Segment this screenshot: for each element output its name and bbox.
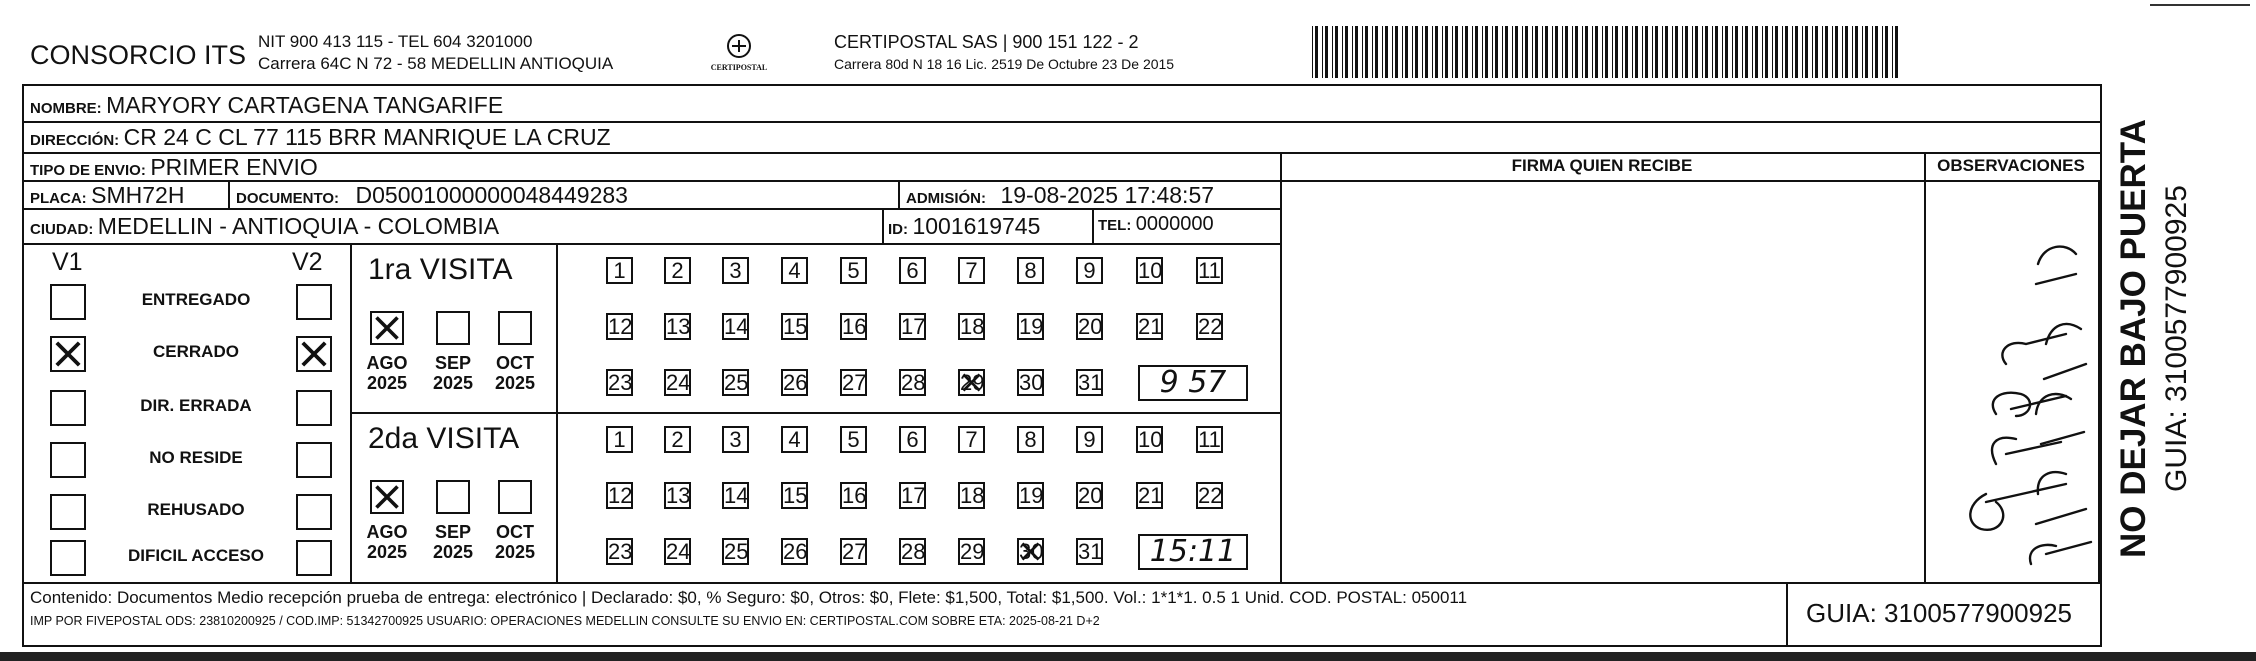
day-box[interactable]: 13: [666, 483, 691, 508]
month-year: 2025: [366, 542, 408, 562]
company-address: Carrera 64C N 72 - 58 MEDELLIN ANTIOQUIA: [258, 54, 614, 73]
status-v2-checkbox[interactable]: [296, 390, 332, 426]
id-value: 1001619745: [912, 213, 1041, 239]
footer-print-info: IMP POR FIVEPOSTAL ODS: 23810200925 / COD.IMP: 51342700925 USUARIO: OPERACIONES MEDELLIN CONSULTE SU ENVIO EN: CERTIPOSTAL.COM SOBRE ETA: 2025-08-21 D+2: [30, 614, 1100, 628]
month-name: SEP: [434, 353, 472, 373]
day-box[interactable]: 5: [840, 257, 867, 284]
day-box[interactable]: 18: [960, 314, 985, 339]
admission-label: ADMISIÓN:: [906, 190, 986, 207]
month-checkbox[interactable]: [498, 480, 532, 514]
status-v1-checkbox[interactable]: [50, 390, 86, 426]
day-box[interactable]: 9: [1076, 257, 1103, 284]
day-box[interactable]: 3: [722, 257, 749, 284]
month-checkbox[interactable]: [436, 480, 470, 514]
month-checkbox[interactable]: [436, 311, 470, 345]
status-label: DIR. ERRADA: [140, 396, 252, 415]
day-box[interactable]: 1: [606, 426, 633, 453]
month-label: [488, 522, 542, 562]
day-box[interactable]: 3: [722, 426, 749, 453]
day-box[interactable]: 18: [960, 483, 985, 508]
name-field: [30, 92, 503, 119]
month-name: OCT: [496, 522, 534, 542]
day-box[interactable]: 7: [958, 257, 985, 284]
status-label: NO RESIDE: [149, 448, 243, 467]
status-v1-checkbox[interactable]: [50, 284, 86, 320]
tel-field: [1098, 213, 1214, 236]
city-label: CIUDAD:: [30, 221, 94, 238]
status-v2-checkbox[interactable]: [296, 442, 332, 478]
month-name: SEP: [434, 522, 472, 542]
day-box[interactable]: 5: [840, 426, 867, 453]
month-label: [426, 353, 480, 393]
month-year: 2025: [432, 542, 474, 562]
address-label: DIRECCIÓN:: [30, 132, 120, 149]
page-edge: [0, 652, 2256, 661]
visit-time-box[interactable]: 9 57: [1138, 365, 1248, 401]
day-box[interactable]: 28: [901, 370, 926, 395]
day-box[interactable]: 11: [1196, 426, 1223, 453]
day-box[interactable]: 16: [842, 314, 867, 339]
day-box[interactable]: 4: [781, 257, 808, 284]
month-year: 2025: [494, 542, 536, 562]
day-mark-icon: [960, 371, 983, 394]
day-box[interactable]: 23: [608, 370, 633, 395]
day-box[interactable]: 22: [1198, 483, 1223, 508]
day-box[interactable]: 2: [664, 257, 691, 284]
side-guia: GUIA: 3100577900925: [2160, 185, 2193, 492]
tel-value: 0000000: [1135, 213, 1214, 235]
city-field: [30, 213, 499, 240]
day-box[interactable]: 10: [1138, 258, 1163, 283]
month-checkbox[interactable]: [370, 311, 404, 345]
status-v2-checkbox[interactable]: [296, 494, 332, 530]
signature-area[interactable]: [1284, 184, 1920, 578]
send-type-label: TIPO DE ENVIO:: [30, 162, 146, 179]
day-box[interactable]: 4: [781, 426, 808, 453]
observations-header: OBSERVACIONES: [1937, 156, 2085, 175]
send-type-field: [30, 154, 318, 181]
day-box[interactable]: 29: [960, 370, 985, 395]
month-name: AGO: [366, 522, 408, 542]
day-box[interactable]: 30: [1019, 539, 1044, 564]
day-box[interactable]: 13: [666, 314, 691, 339]
signature-header: FIRMA QUIEN RECIBE: [1511, 156, 1693, 175]
side-text: [2104, 88, 2254, 588]
barcode: [1312, 26, 1906, 78]
document-field: [236, 182, 628, 209]
day-box[interactable]: 19: [1019, 483, 1044, 508]
address-field: [30, 124, 611, 151]
day-box[interactable]: 21: [1138, 314, 1163, 339]
day-box[interactable]: 12: [608, 314, 633, 339]
day-box[interactable]: 16: [842, 483, 867, 508]
observations-area[interactable]: [1926, 184, 2096, 580]
name-label: NOMBRE:: [30, 100, 102, 117]
day-box[interactable]: 31: [1078, 370, 1103, 395]
status-v2-checkbox[interactable]: [296, 336, 332, 372]
status-label: CERRADO: [153, 342, 239, 361]
admission-value: 19-08-2025 17:48:57: [1000, 182, 1215, 208]
month-label: [360, 522, 414, 562]
month-label: [488, 353, 542, 393]
month-name: AGO: [366, 353, 408, 373]
handwriting-image: [1926, 184, 2096, 580]
day-box[interactable]: 27: [842, 370, 867, 395]
month-name: OCT: [496, 353, 534, 373]
logo-text: CERTIPOSTAL: [710, 63, 768, 72]
plate-label: PLACA:: [30, 190, 87, 207]
status-label: REHUSADO: [147, 500, 245, 519]
day-box[interactable]: 9: [1076, 426, 1103, 453]
name-value: MARYORY CARTAGENA TANGARIFE: [106, 92, 504, 118]
status-v1-checkbox[interactable]: [50, 442, 86, 478]
month-checkbox[interactable]: [370, 480, 404, 514]
visit-title: 2da VISITA: [368, 422, 520, 455]
day-box[interactable]: 8: [1017, 257, 1044, 284]
day-box[interactable]: 7: [958, 426, 985, 453]
city-value: MEDELLIN - ANTIOQUIA - COLOMBIA: [97, 213, 500, 239]
day-box[interactable]: 24: [666, 539, 691, 564]
status-v2-checkbox[interactable]: [296, 284, 332, 320]
status-v1-checkbox[interactable]: [50, 494, 86, 530]
day-box[interactable]: 25: [724, 370, 749, 395]
tel-label: TEL:: [1098, 217, 1132, 234]
document-value: D05001000000048449283: [355, 182, 628, 208]
day-box[interactable]: 29: [960, 539, 985, 564]
company-name: CONSORCIO ITS: [30, 40, 247, 70]
status-v1-checkbox[interactable]: [50, 336, 86, 372]
day-box[interactable]: 26: [783, 539, 808, 564]
footer-contents: Contenido: Documentos Medio recepción prueba de entrega: electrónico | Declarado: $0, % Seguro: $0, Otros: $0, Flete: $1,500, Total: $1,500. Vol.: 1*1*1. 0.5 1 Unid. COD. POSTAL: 050011: [30, 588, 1468, 607]
month-year: 2025: [494, 373, 536, 393]
month-checkbox[interactable]: [498, 311, 532, 345]
month-label: [426, 522, 480, 562]
month-year: 2025: [366, 373, 408, 393]
carrier-name: CERTIPOSTAL SAS | 900 151 122 - 2: [834, 32, 1139, 52]
send-type-value: PRIMER ENVIO: [150, 154, 318, 180]
day-box[interactable]: 19: [1019, 314, 1044, 339]
month-year: 2025: [432, 373, 474, 393]
day-mark-icon: [1019, 540, 1042, 563]
day-box[interactable]: 27: [842, 539, 867, 564]
day-box[interactable]: 17: [901, 314, 926, 339]
day-box[interactable]: 8: [1017, 426, 1044, 453]
plate-value: SMH72H: [91, 182, 185, 208]
day-box[interactable]: 12: [608, 483, 633, 508]
visit-time-box[interactable]: 15:11: [1138, 534, 1248, 570]
footer-guia: GUIA: 3100577900925: [1806, 598, 2072, 628]
day-box[interactable]: 24: [666, 370, 691, 395]
day-box[interactable]: 26: [783, 370, 808, 395]
v2-label: V2: [292, 248, 323, 276]
day-box[interactable]: 25: [724, 539, 749, 564]
day-box[interactable]: 23: [608, 539, 633, 564]
day-box[interactable]: 1: [606, 257, 633, 284]
admission-field: [906, 182, 1214, 209]
day-box[interactable]: 10: [1138, 427, 1163, 452]
status-v1-checkbox[interactable]: [50, 540, 86, 576]
day-box[interactable]: 22: [1198, 314, 1223, 339]
status-label: DIFICIL ACCESO: [127, 546, 264, 565]
day-box[interactable]: 14: [724, 314, 749, 339]
document-label: DOCUMENTO:: [236, 190, 340, 207]
day-box[interactable]: 30: [1019, 370, 1044, 395]
id-field: [888, 213, 1040, 240]
day-box[interactable]: 14: [724, 483, 749, 508]
day-box[interactable]: 17: [901, 483, 926, 508]
address-value: CR 24 C CL 77 115 BRR MANRIQUE LA CRUZ: [123, 124, 611, 150]
certipostal-logo: [708, 30, 770, 78]
status-label: ENTREGADO: [141, 290, 251, 309]
day-box[interactable]: 2: [664, 426, 691, 453]
day-box[interactable]: 20: [1078, 314, 1103, 339]
day-box[interactable]: 15: [783, 314, 808, 339]
day-box[interactable]: 21: [1138, 483, 1163, 508]
status-v2-checkbox[interactable]: [296, 540, 332, 576]
top-edge-line: [2150, 4, 2250, 6]
day-box[interactable]: 15: [783, 483, 808, 508]
day-box[interactable]: 6: [899, 426, 926, 453]
day-box[interactable]: 6: [899, 257, 926, 284]
day-box[interactable]: 31: [1078, 539, 1103, 564]
no-dejar-warning: NO DEJAR BAJO PUERTA: [2114, 119, 2153, 558]
day-box[interactable]: 20: [1078, 483, 1103, 508]
day-box[interactable]: 11: [1196, 257, 1223, 284]
month-label: [360, 353, 414, 393]
plate-field: [30, 182, 184, 209]
v1-label: V1: [52, 248, 83, 276]
day-box[interactable]: 28: [901, 539, 926, 564]
carrier-address: Carrera 80d N 18 16 Lic. 2519 De Octubre 23 De 2015: [834, 56, 1175, 72]
visit-title: 1ra VISITA: [368, 253, 513, 286]
id-label: ID:: [888, 221, 908, 238]
company-nit: NIT 900 413 115 - TEL 604 3201000: [258, 32, 533, 51]
